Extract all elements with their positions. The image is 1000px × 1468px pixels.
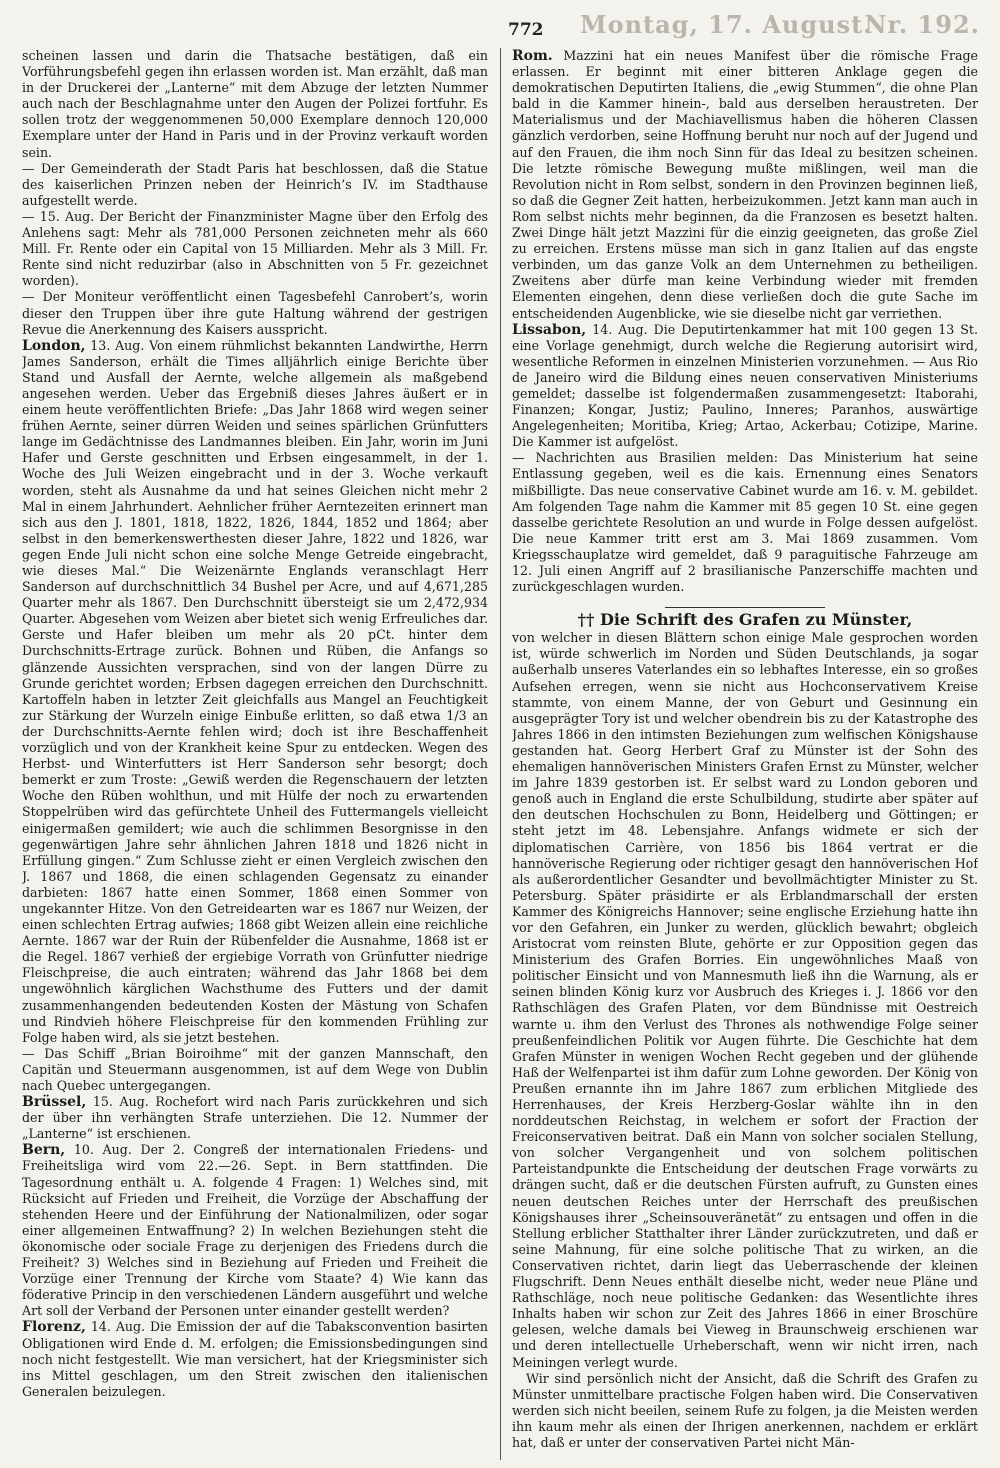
feature-title: †† Die Schrift des Grafen zu Münster, [577,610,913,630]
page-number: 772 [508,20,544,40]
dateline: Florenz, [22,1319,86,1336]
news-text: 14. Aug. Die Deputirtenkammer hat mit 100 gegen 13 St. eine Vorlage genehmigt, durch welche die Regierung autorisirt wird, wesentliche Reformen in einzelnen Ministerien vorzunehmen. — Aus Rio de Janeiro wird die Bildung eines neuen conservativen Ministeriums gemeldet; dasselbe ist folgendermaßen zusammengesetzt: Itaborahi, Finanzen; Kongar, Justiz; Paulino, Inneres; Paranhos, auswärtige Angelegenheiten; Moritiba, Krieg; Artao, Ackerbau; Cotizipe, Marine. Die Kammer ist aufgelöst. [512,321,978,450]
news-text: 14. Aug. Die Emission der auf die Tabaksconvention basirten Obligationen wird Ende d. M. erfolgen; die Emissionsbedingungen sind noch nicht festgestellt. Wie man versichert, hat der Kriegsminister sich ins Mittel geschlagen, um den Streit zwischen den italienischen Generalen beizulegen. [22,1319,488,1399]
dateline: Brüssel, [22,1094,87,1111]
news-item [512,450,978,595]
right-column [512,48,978,1460]
news-item [22,1046,488,1094]
news-item [22,1142,488,1319]
news-text: 15. Aug. Rochefort wird nach Paris zurückkehren und sich der über ihn verhängten Strafe unterziehen. Die 12. Nummer der „Lanterne“ ist erschienen. [22,1094,488,1142]
dateline: Rom. [512,48,553,64]
columns [22,48,978,1460]
news-text: — Der Gemeinderath der Stadt Paris hat beschlossen, daß die Statue des kaiserlichen Prinzen neben der Heinrich’s IV. im Stadthause aufgestellt werde. [22,160,488,208]
news-item [512,322,978,451]
news-item [22,289,488,337]
news-text: — Nachrichten aus Brasilien melden: Das Ministerium hat seine Entlassung gegeben, weil es die kais. Ernennung eines Senators mißbilligte. Das neue conservative Cabinet wurde am 16. v. M. gebildet. Am folgenden Tage nahm die Kammer mit 85 gegen 10 St. eine gegen dasselbe gerichtete Resolution an und wurde in Folge dessen aufgelöst. Die neue Kammer tritt erst am 3. Mai 1869 zusammen. Vom Kriegsschauplatze wird gemeldet, daß 9 paraguitische Fahrzeuge am 12. Juli einen Angriff auf 2 brasilianische Panzerschiffe machten und zurückgeschlagen wurden. [512,450,978,595]
news-item [512,48,978,322]
news-item [22,1094,488,1142]
news-text: — 15. Aug. Der Bericht der Finanzminister Magne über den Erfolg des Anlehens sagt: Mehr als 781,000 Personen zeichneten mehr als 660 Mill. Fr. Rente oder ein Capital von 15 Milliarden. Mehr als 3 Mill. Fr. Rente sind nicht reduzirbar (also in Abschnitten von 5 Fr. gezeichnet worden). [22,208,488,289]
masthead [20,4,980,48]
news-text: — Das Schiff „Brian Boiroihme“ mit der ganzen Mannschaft, den Capitän und Steuermann ausgenommen, ist auf dem Wege von Dublin nach Quebec untergegangen. [22,1045,488,1093]
news-item [22,209,488,289]
dateline: Lissabon, [512,321,587,338]
news-text: scheinen lassen und darin die Thatsache bestätigen, daß ein Vorführungsbefehl gegen ihn erlassen worden ist. Man erzählt, daß man in der Druckerei der „Lanterne“ mit dem Abzuge der letzten Nummer auch nach der Beschlagnahme unter den Augen der Polizei fortfuhr. Es sollen trotz der weggenommenen 50,000 Exemplare dennoch 120,000 Exemplare unter der Hand in Paris und in der Provinz verkauft worden sein. [22,48,488,160]
show-through-date: Montag, 17. August. [580,10,873,39]
dateline: London, [22,337,86,354]
feature-paragraph: Wir sind persönlich nicht der Ansicht, daß die Schrift des Grafen zu Münster unmittelbare practische Folgen haben wird. Die Conservativen werden sich nicht beeilen, seinem Rufe zu folgen, ja die Meisten werden ihn kaum mehr als einen der Ihrigen anerkennen, nachdem er erklärt hat, daß er unter der conservativen Partei nicht Män- [512,1370,978,1450]
feature-body [512,630,978,1451]
feature-paragraph: von welcher in diesen Blättern schon einige Male gesprochen worden ist, würde schwerlich im Norden und Süden Deutschlands, ja sogar außerhalb unseres Vaterlandes ein so lebhaftes Interesse, ein so großes Aufsehen erregen, wenn sie nicht aus Hochconservativem Kreise stammte, von einem Manne, der von Geburt und Gesinnung ein ausgeprägter Tory ist und welcher obendrein bis zu der Katastrophe des Jahres 1866 in den intimsten Beziehungen zum welfischen Königshause gestanden hat. Georg Herbert Graf zu Münster ist der Sohn des ehemaligen hannöverischen Ministers Grafen Ernst zu Münster, welcher im Jahre 1839 gestorben ist. Er selbst ward zu London geboren und genoß auch in England die erste Schulbildung, studirte aber später auf den deutschen Hochschulen zu Bonn, Heidelberg und Göttingen; er steht jetzt im 48. Lebensjahre. Anfangs widmete er sich der diplomatischen Carrière, von 1856 bis 1864 vertrat er die hannöverische Regierung oder richtiger gesagt den hannöverischen Hof als außerordentlicher Gesandter und bevollmächtigter Minister zu St. Petersburg. Später präsidirte er als Erblandmarschall der ersten Kammer des Königreichs Hannover; seine englische Erziehung hatte ihn vor den Gefahren, ein Junker zu werden, glücklich bewahrt; obgleich Aristocrat vom reinsten Blute, gehörte er zur Opposition gegen das Ministerium des Grafen Borries. Ein ungewöhnliches Maaß von politischer Einsicht und von Mannesmuth ließ ihn die Warnung, als er seinen blinden König kurz vor Ausbruch des Krieges i. J. 1866 vor den Rathschlägen des Grafen Platen, vor dem Bündnisse mit Oestreich warnte u. ihm den Verlust des Thrones als nothwendige Folge seiner preußenfeindlichen Politik vor Augen führte. Die Geschichte hat dem Grafen Münster in wenigen Wochen Recht gegeben und der glühende Haß der Welfenpartei ist ihm dafür zum Lohne geworden. Der König von Preußen ernannte ihn im Jahre 1867 zum erblichen Mitgliede des Herrenhauses, der Kreis Herzberg-Goslar wählte ihn in den norddeutschen Reichstag, in welchem er sofort der Fraction der Freiconservativen beitrat. Daß ein Mann von solcher socialen Stellung, von solcher Vergangenheit und von solchem politischen Parteistandpunkte die Entscheidung der deutschen Frage vorwärts zu drängen sucht, daß er die deutschen Fürsten aufruft, zu Gunsten eines neuen deutschen Reiches unter der Herrschaft des preußischen Königshauses ihrer „Scheinsouveränetät“ zu entsagen und offen in die Stellung erblicher Statthalter ihrer Länder zurückzutreten, und daß er seine Mahnung, für eine solche politische That zu wirken, an die Conservativen richtet, darin liegt das Ueberraschende der kleinen Flugschrift. Denn Neues enthält dieselbe nicht, weder neue Pläne und Rathschläge, noch neue politische Gedanken: das Wesentlichte ihres Inhalts haben wir schon zur Zeit des Jahres 1866 in einer Broschüre gelesen, welche damals bei Vieweg in Braunschweig erschienen war und deren intellectuelle Urheberschaft, wenn wir nicht irren, nach Meiningen verlegt wurde. [512,630,978,1370]
news-text: — Der Moniteur veröffentlicht einen Tagesbefehl Canrobert’s, worin dieser den Truppen über ihre gute Haltung während der gestrigen Revue die Anerkennung des Kaisers ausspricht. [22,289,488,337]
show-through-issue-number: Nr. 192. [864,10,980,39]
news-text: Mazzini hat ein neues Manifest über die römische Frage erlassen. Er beginnt mit einer bitteren Anklage gegen die demokratischen Deputirten Italiens, die „ewig Stummen“, die ohne Plan bald in die Kammer hinein-, bald aus derselben heraustreten. Der Materialismus und der Machiavellismus haben die höheren Classen gänzlich verdorben, seine Hoffnung beruht nur noch auf der Jugend und auf den Frauen, die ihm noch Sinn für das Ideal zu besitzen scheinen. Die letzte römische Bewegung mußte mißlingen, weil man die Revolution nicht in Rom selbst, sondern in den Provinzen beginnen ließ, so daß die Gegner Zeit hatten, herbeizukommen. Jetzt kann man auch in Rom selbst nichts mehr beginnen, da die Franzosen es besetzt halten. Zwei Dinge hält jetzt Mazzini für die einzig geeigneten, das große Ziel zu erreichen. Erstens müsse man sich in ganz Italien auf das engste verbinden, um das ganze Volk an dem Unternehmen zu betheiligen. Zweitens aber dürfe man keine Verbindung wieder mit fremden Elementen eingehen, denn diese verließen doch die gute Sache im entscheidenden Augenblicke, wie sie dieselbe nicht gar verriethen. [512,48,978,321]
news-item [22,1319,488,1399]
column-divider [500,48,501,1460]
news-item [22,48,488,161]
left-column [22,48,488,1460]
right-news-items [512,48,978,595]
section-divider [665,607,825,608]
news-item [22,338,488,1046]
news-text: 10. Aug. Der 2. Congreß der internationalen Friedens- und Freiheitsliga wird vom 22.—26. Sept. in Bern stattfinden. Die Tagesordnung enthält u. A. folgende 4 Fragen: 1) Welches sind, mit Rücksicht auf Frieden und Freiheit, die Vorzüge der Abschaffung der stehenden Heere und der Einführung der Nationalmilizen, oder sogar einer allgemeinen Entwaffnung? 2) In welchen Beziehungen steht die ökonomische oder sociale Frage zu derjenigen des Friedens durch die Freiheit? 3) Welches sind in Beziehung auf Frieden und Freiheit die Vorzüge einer Trennung der Kirche vom Staate? 4) Wie kann das föderative Princip in den verschiedenen Ländern ausgeführt und welche Art soll der Verband der Personen unter einander gestellt werden? [22,1142,488,1319]
dateline: Bern, [22,1142,66,1159]
news-text: 13. Aug. Von einem rühmlichst bekannten Landwirthe, Herrn James Sanderson, erhält die Times alljährlich einige Berichte über Stand und Ausfall der Aernte, welche allgemein als maßgebend angesehen werden. Ueber das Ergebniß dieses Jahres äußert er in einem heute veröffentlichten Briefe: „Das Jahr 1868 wird wegen seiner frühen Aernte, seiner dürren Weiden und seines spärlichen Grünfutters lange im Gedächtnisse des Landmannes bleiben. Ein Jahr, worin im Juni Hafer und Gerste geschnitten und Erbsen eingesammelt, in der 1. Woche des Juli Weizen eingebracht und in der 3. Woche verkauft worden, steht als Ausnahme da und hat seines Gleichen nicht mehr 2 Mal in einem Jahrhundert. Aehnlicher früher Aerntezeiten erinnert man sich aus den J. 1801, 1818, 1822, 1826, 1844, 1852 und 1864; aber selbst in den bemerkenswerthesten dieser Jahre, 1822 und 1826, war gegen Ende Juli nicht schon eine solche Menge Getreide eingebracht, wie dieses Mal.“ Die Weizenärnte Englands veranschlagt Herr Sanderson auf durchschnittlich 34 Bushel per Acre, und auf 4,671,285 Quarter mehr als 1867. Den Durchschnitt übersteigt sie um 2,472,934 Quarter. Abgesehen vom Weizen aber bietet sich wenig Erfreuliches dar. Gerste und Hafer bleiben um mehr als 20 pCt. hinter dem Durchschnitts-Ertrage zurück. Bohnen und Rüben, die Anfangs so glänzende Aussichten versprachen, sind von der langen Dürre zu Grunde gerichtet worden; Erbsen dagegen erreichen den Durchschnitt. Kartoffeln haben in letzter Zeit gleichfalls aus Mangel an Feuchtigkeit zur Stärkung der Wurzeln einige Einbuße erlitten, so daß etwa 1/3 an der Durchschnitts-Aernte fehlen wird; doch ist ihre Beschaffenheit vorzüglich und von der Krankheit keine Spur zu entdecken. Wegen des Herbst- und Winterfutters ist Herr Sanderson sehr besorgt; doch bemerkt er zum Troste: „Gewiß werden die Regenschauern der letzten Woche den Rüben wohlthun, und mit Hülfe der noch zu erwartenden Stoppelrüben wird das gefürchtete Unheil des Futtermangels vielleicht einigermaßen gemildert; wie auch die schlimmen Besorgnisse in den gegenwärtigen Jahre sehr ähnlichen Jahren 1818 und 1826 nicht in Erfüllung gingen.“ Zum Schlusse zieht er einen Vergleich zwischen den J. 1867 und 1868, die einen schlagenden Gegensatz zu einander darbieten: 1867 hatte einen Sommer, 1868 einen Sommer von ungekannter Hitze. Von den Getreidearten war es 1867 nur Weizen, der einen schlechten Ertrag aufwies; 1868 gibt Weizen allein eine reichliche Aernte. 1867 war der Ruin der Rübenfelder die Ausnahme, 1868 ist er die Regel. 1867 verhieß der ergiebige Vorrath von Grünfutter niedrige Fleischpreise, die auch eintraten; während das Jahr 1868 bei dem ungewöhnlich kärglichen Wachsthume des Futters und der damit zusammenhangenden bedeutenden Kosten der Mästung von Schafen und Rindvieh höhere Fleischpreise für den kommenden Frühling zur Folge haben wird, als sie jetzt bestehen. [22,337,488,1045]
news-item [22,161,488,209]
